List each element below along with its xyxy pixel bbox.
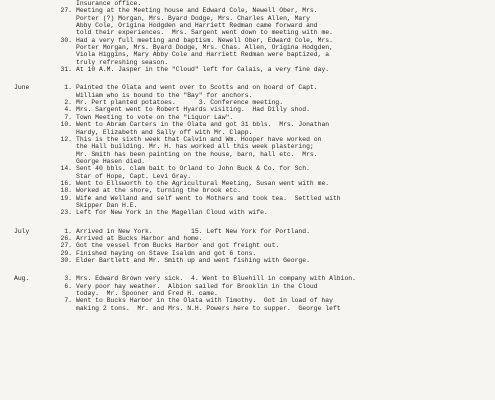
diary-line: [14, 99, 495, 106]
diary-line: [14, 165, 495, 172]
month-label: June: [14, 84, 30, 92]
diary-line: [14, 187, 495, 194]
day-number: 31.: [60, 66, 72, 74]
entry-text: Town Meeting to vote on the "Liquor Law".: [76, 113, 234, 121]
diary-line: [14, 250, 495, 257]
entry-text: told their experiences. Mrs. Sargent went down to meeting with me.: [76, 29, 333, 37]
entry-text: Arrived in New York. 15. Left New York for Portland.: [76, 227, 310, 235]
diary-line: [14, 242, 495, 249]
diary-line: [14, 106, 495, 113]
diary-line: [14, 0, 495, 7]
diary-line: [14, 290, 495, 297]
day-number: 23.: [60, 209, 72, 217]
day-number: 12.: [60, 135, 72, 143]
entry-text: Sent 40 bbls. clam bait to Orland to John Buck & Co. for Sch.: [76, 165, 310, 173]
day-number: 10.: [60, 121, 72, 129]
diary-line: [14, 143, 495, 150]
diary-line: [14, 129, 495, 136]
entry-gap: [14, 73, 495, 84]
diary-line: [14, 84, 495, 91]
diary-line: [14, 283, 495, 290]
diary-line: [14, 15, 495, 22]
day-number: 4.: [64, 106, 72, 114]
day-number: 29.: [60, 249, 72, 257]
diary-line: [14, 51, 495, 58]
diary-line: [14, 66, 495, 73]
diary-line: [14, 297, 495, 304]
diary-line: [14, 37, 495, 44]
diary-line: [14, 195, 495, 202]
entry-text: Insurance office.: [76, 0, 142, 7]
entry-text: Finished haying on Stave Isaldn and got 6 tons.: [76, 249, 257, 257]
entry-text: Viola Higgins, Mary Abby Cole and Harriett Redman were baptized, a: [76, 51, 330, 59]
entry-gap: [14, 217, 495, 228]
entry-text: Porter Morgan, Mrs. Byard Dodge, Mrs. Chas. Allen, Origina Hodgden,: [76, 44, 333, 52]
entry-text: Had a very full meeting and baptism. Newell Ober, Edward Cole, Mrs.: [76, 36, 333, 44]
diary-line: [14, 228, 495, 235]
entry-text: Meeting at the Meeting house and Edward Cole, Newell Ober, Mrs.: [76, 7, 318, 15]
entry-text: This is the sixth week that Calvin and Wm. Hooper have worked on: [76, 135, 322, 143]
entry-text: Went to Ellsworth to the Agricultural Meeting, Susan went with me.: [76, 179, 330, 187]
entry-text: the Hall building. Mr. H. has worked all this week plastering;: [76, 143, 314, 151]
diary-line: [14, 7, 495, 14]
month-label: Aug.: [14, 275, 30, 283]
diary-line: [14, 29, 495, 36]
day-number: 30.: [60, 36, 72, 44]
entry-text: Painted the Olata and went over to Scotts and on board of Capt.: [76, 84, 318, 92]
entry-text: Got the vessel from Bucks Harbor and got freight out.: [76, 242, 280, 250]
diary-line: [14, 209, 495, 216]
entry-text: Porter (?) Morgan, Mrs. Byard Dodge, Mrs. Charles Allen, Mary: [76, 14, 310, 22]
day-number: 6.: [64, 282, 72, 290]
entry-text: Mr. Smith has been painting on the house, barn, hall etc. Mrs.: [76, 150, 318, 158]
diary-line: [14, 257, 495, 264]
entry-text: George Hasen died.: [76, 157, 146, 165]
day-number: 2.: [64, 99, 72, 107]
day-number: 3.: [64, 275, 72, 283]
diary-line: [14, 59, 495, 66]
day-number: 14.: [60, 165, 72, 173]
diary-line: [14, 275, 495, 282]
day-number: 7.: [64, 113, 72, 121]
month-label: July: [14, 227, 30, 235]
diary-line: [14, 158, 495, 165]
entry-text: William who is bound to the "Bay" for anchors.: [76, 91, 253, 99]
entry-text: Mrs. Edward Brown very sick. 4. Went to Bluehill in company with Albion.: [76, 275, 356, 283]
entry-text: Hardy, Elizabeth and Sally off with Mr. Clapp.: [76, 128, 253, 136]
entry-text: Went to Abram Carters in the Olata and got 31 bbls. Mrs. Jonathan: [76, 121, 330, 129]
entry-text: Went to Bucks Harbor in the Olata with Timothy. Got in load of hay: [76, 297, 333, 305]
diary-line: [14, 305, 495, 312]
diary-line: [14, 22, 495, 29]
entry-text: making 2 tons. Mr. and Mrs. N.H. Powers here to supper. George left: [76, 304, 341, 312]
diary-line: [14, 136, 495, 143]
entry-text: Worked at the shore, turning the brook etc.: [76, 187, 241, 195]
day-number: 27.: [60, 242, 72, 250]
day-number: 30.: [60, 257, 72, 264]
entry-text: Wife and Welland and self went to Mothers and took tea. Settled with: [76, 194, 341, 202]
entry-text: truly refreshing season.: [76, 58, 169, 66]
diary-line: [14, 114, 495, 121]
diary-line: [14, 44, 495, 51]
diary-line: [14, 180, 495, 187]
entry-gap: [14, 264, 495, 275]
day-number: 1.: [64, 84, 72, 92]
day-number: 18.: [60, 187, 72, 195]
entry-text: Abby Cole, Origina Hodgden and Harriett Redman came forward and: [76, 22, 318, 30]
diary-line: [14, 92, 495, 99]
entry-text: Star of Hope, Capt. Levi Gray.: [76, 172, 192, 180]
day-number: 1.: [64, 227, 72, 235]
entry-text: today. Mr. Spooner and Fred H. came.: [76, 290, 218, 298]
entry-text: Elder Bartlett and Mr. Smith up and went fishing with George.: [76, 257, 310, 264]
entry-text: At 10 A.M. Jasper in the "Cloud" left for Calais, a very fine day.: [76, 66, 330, 74]
day-number: 16.: [60, 179, 72, 187]
day-number: 19.: [60, 194, 72, 202]
day-number: 26.: [60, 234, 72, 242]
diary-line: [14, 151, 495, 158]
day-number: 27.: [60, 7, 72, 15]
diary-line: [14, 121, 495, 128]
entry-text: Mr. Pert planted potatoes. 3. Conference meeting.: [76, 99, 284, 107]
entry-text: Very poor hay weather. Albion sailed for Brooklin in the Cloud: [76, 282, 318, 290]
entry-text: Skipper Dan H.E.: [76, 201, 138, 209]
diary-line: [14, 235, 495, 242]
entry-text: Left for New York in the Magellan Cloud with wife.: [76, 209, 268, 217]
diary-line: [14, 202, 495, 209]
day-number: 7.: [64, 297, 72, 305]
entry-text: Mrs. Sargent went to Robert Hyards visiting. Had Dilly shod.: [76, 106, 310, 114]
diary-line: [14, 173, 495, 180]
entry-text: Arrived at Bucks Harbor and home.: [76, 234, 203, 242]
